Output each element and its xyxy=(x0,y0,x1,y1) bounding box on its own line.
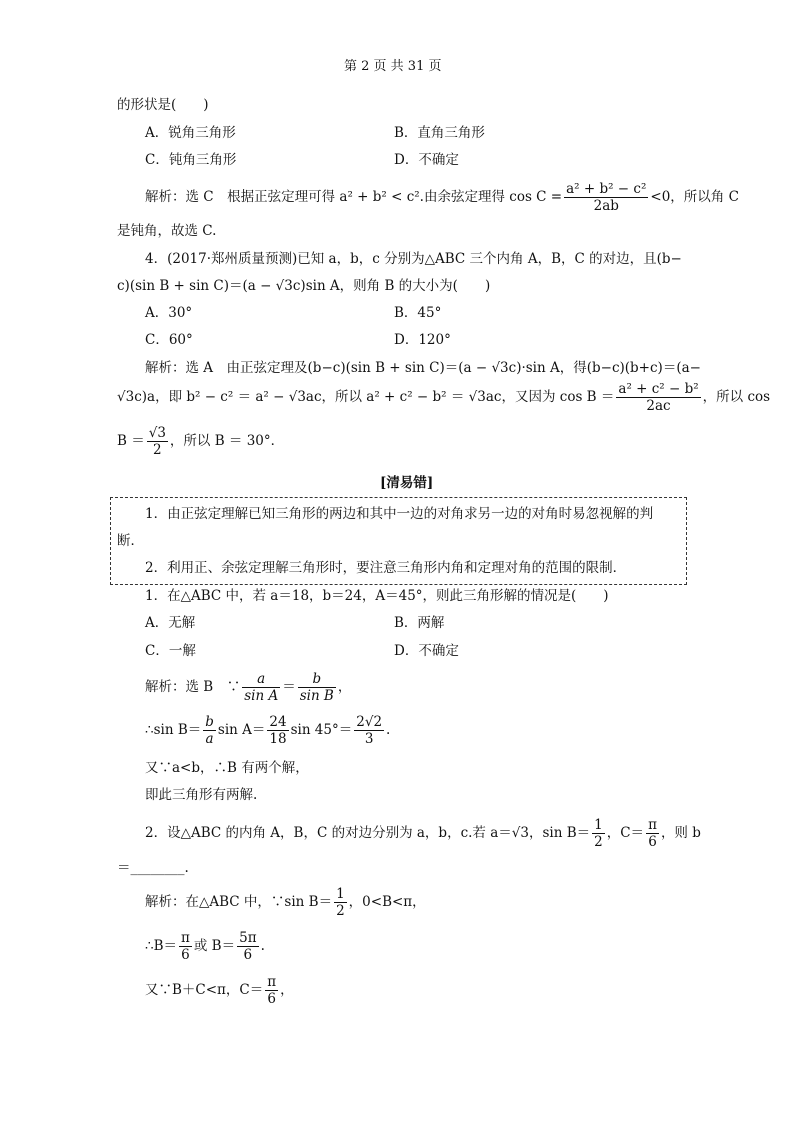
fraction-numerator: b xyxy=(298,671,336,688)
e2-solution-line1 xyxy=(145,885,426,919)
e1-solution-line3: 又∵a<b，∴B 有两个解， xyxy=(145,760,309,776)
e1-solution-end: . xyxy=(386,722,391,738)
q3-solution-line2: 是钝角，故选 C. xyxy=(117,223,217,239)
e1-fraction-b-over-a xyxy=(203,714,216,747)
e2-fraction-1-over-2 xyxy=(334,886,347,919)
e1-solution-text: 解析：选 B ∵ xyxy=(145,679,241,695)
e1-fraction-24-over-18 xyxy=(267,714,288,747)
e2-fraction-pi-over-6 xyxy=(646,817,659,850)
q3-option-d: D．不确定 xyxy=(394,152,459,168)
e2-solution-end: . xyxy=(260,938,265,954)
e1-solution-line1 xyxy=(145,670,351,704)
e1-solution-text: ∴sin B＝ xyxy=(145,722,202,738)
fraction-denominator: a xyxy=(205,731,214,747)
q4-solution-line2 xyxy=(117,380,770,414)
q3-solution-text: 解析：选 C 根据正弦定理可得 a² + b² < c².由余弦定理得 cos C = xyxy=(145,189,563,205)
fraction-numerator: b xyxy=(205,714,214,730)
q4-solution-line1: 解析：选 A 由正弦定理及(b−c)(sin B + sin C)＝(a − √3c)·sin A，得(b−c)(b+c)＝(a− xyxy=(145,360,701,376)
e2-stem-line1 xyxy=(145,816,701,850)
e1-stem: 1．在△ABC 中，若 a＝18，b＝24，A＝45°，则此三角形解的情况是( ) xyxy=(145,588,609,604)
fraction-numerator: 5π xyxy=(239,930,257,946)
section-title: [清易错] xyxy=(380,475,434,491)
fraction-numerator: a² + c² − b² xyxy=(618,381,699,397)
e1-solution-text: sin A＝ xyxy=(217,722,266,738)
fraction-denominator: 6 xyxy=(181,947,190,963)
e2-solution-text: 或 B＝ xyxy=(193,938,236,954)
fraction-numerator: π xyxy=(181,930,190,946)
q4-option-a: A．30° xyxy=(145,305,193,321)
tip-item-1-line1: 1．由正弦定理解已知三角形的两边和其中一边的对角求另一边的对角时易忽视解的判 xyxy=(145,506,654,522)
e1-equals: ＝ xyxy=(282,679,296,695)
q4-solution-line3 xyxy=(117,424,284,458)
q4-stem-line2: c)(sin B + sin C)＝(a − √3c)sin A，则角 B 的大小为( ) xyxy=(117,278,491,294)
q3-option-b: B．直角三角形 xyxy=(394,125,485,141)
q4-solution-text: B ＝ xyxy=(117,433,145,449)
fraction-numerator: a² + b² − c² xyxy=(566,181,647,197)
q3-stem-tail: 的形状是( ) xyxy=(117,97,209,113)
e2-fraction-pi-over-6 xyxy=(265,974,278,1007)
fraction-denominator: 6 xyxy=(267,991,276,1007)
e1-fraction-b-over-sinB xyxy=(298,671,336,704)
fraction-denominator: 6 xyxy=(648,834,657,850)
e2-solution-text: 解析：在△ABC 中，∵sin B＝ xyxy=(145,894,333,910)
q4-stem-line1: 4．(2017·郑州质量预测)已知 a，b，c 分别为△ABC 三个内角 A，B，C 的对边，且(b− xyxy=(145,251,682,267)
q4-solution-fraction-sqrt3-over-2 xyxy=(147,425,168,458)
e1-option-d: D．不确定 xyxy=(394,643,459,659)
e2-fraction-1-over-2 xyxy=(592,817,605,850)
fraction-numerator: π xyxy=(648,817,657,833)
e1-solution-end: ， xyxy=(337,679,352,695)
e1-fraction-a-over-sinA xyxy=(242,671,280,704)
e2-solution-text: ∴B＝ xyxy=(145,938,178,954)
e2-solution-text: 又∵B＋C<π，C＝ xyxy=(145,982,264,998)
tip-item-2: 2．利用正、余弦定理解三角形时，要注意三角形内角和定理对角的范围的限制． xyxy=(145,560,627,576)
e2-solution-line2 xyxy=(145,929,265,963)
fraction-denominator: 18 xyxy=(269,731,287,747)
e1-solution-line4: 即此三角形有两解. xyxy=(145,787,258,803)
fraction-numerator: √3 xyxy=(148,425,166,441)
fraction-denominator: 2 xyxy=(594,834,603,850)
fraction-denominator: 6 xyxy=(243,947,253,963)
e1-solution-text: sin 45°＝ xyxy=(290,722,353,738)
fraction-denominator: 2 xyxy=(336,903,345,919)
q4-solution-text-end: ，所以 cos xyxy=(702,389,771,405)
e2-solution-end: ， xyxy=(280,982,294,998)
q3-option-a: A．锐角三角形 xyxy=(145,125,236,141)
e2-stem-text: ，则 b xyxy=(660,825,701,841)
e2-stem-line2-blank: ＝________. xyxy=(117,860,189,876)
fraction-numerator: 1 xyxy=(594,817,603,833)
tip-item-1-line2: 断． xyxy=(117,533,144,549)
fraction-denominator: sin B xyxy=(299,688,334,704)
e2-fraction-pi-over-6 xyxy=(179,930,192,963)
fraction-numerator: π xyxy=(267,974,277,990)
e1-solution-line2 xyxy=(145,713,390,747)
e2-fraction-5pi-over-6 xyxy=(237,930,258,963)
e1-option-c: C．一解 xyxy=(145,643,196,659)
fraction-numerator: 2√2 xyxy=(356,714,383,730)
e2-stem-text: ，C＝ xyxy=(606,825,645,841)
e1-fraction-2sqrt2-over-3 xyxy=(354,714,384,747)
fraction-denominator: 2ac xyxy=(646,398,671,414)
q4-solution-text: √3c)a，即 b² − c² ＝ a² − √3ac，所以 a² + c² − b² ＝ √3ac，又因为 cos B ＝ xyxy=(117,389,615,405)
q4-solution-fraction xyxy=(616,381,700,414)
fraction-denominator: 2 xyxy=(153,442,162,458)
q4-solution-text-end: ，所以 B ＝ 30°． xyxy=(169,433,285,449)
fraction-denominator: 3 xyxy=(364,731,374,747)
fraction-numerator: 24 xyxy=(269,714,287,730)
q4-option-c: C．60° xyxy=(145,332,193,348)
q3-solution-fraction xyxy=(564,181,648,214)
q3-solution-text-end: <0，所以角 C xyxy=(650,189,739,205)
e1-option-b: B．两解 xyxy=(394,615,445,631)
q4-option-d: D．120° xyxy=(394,332,451,348)
fraction-denominator: sin A xyxy=(244,688,279,704)
q3-option-c: C．钝角三角形 xyxy=(145,152,237,168)
q3-solution-line1 xyxy=(145,180,739,214)
fraction-denominator: 2ab xyxy=(593,198,619,214)
e2-stem-text: 2．设△ABC 的内角 A，B，C 的对边分别为 a，b，c.若 a＝√3，sin B＝ xyxy=(145,825,591,841)
fraction-numerator: a xyxy=(242,671,280,688)
e2-solution-line3 xyxy=(145,973,294,1007)
fraction-numerator: 1 xyxy=(336,886,345,902)
e1-option-a: A．无解 xyxy=(145,615,196,631)
q4-option-b: B．45° xyxy=(394,305,442,321)
page-number-header: 第 2 页 共 31 页 xyxy=(344,59,442,74)
e2-solution-text: ，0<B<π， xyxy=(348,894,426,910)
